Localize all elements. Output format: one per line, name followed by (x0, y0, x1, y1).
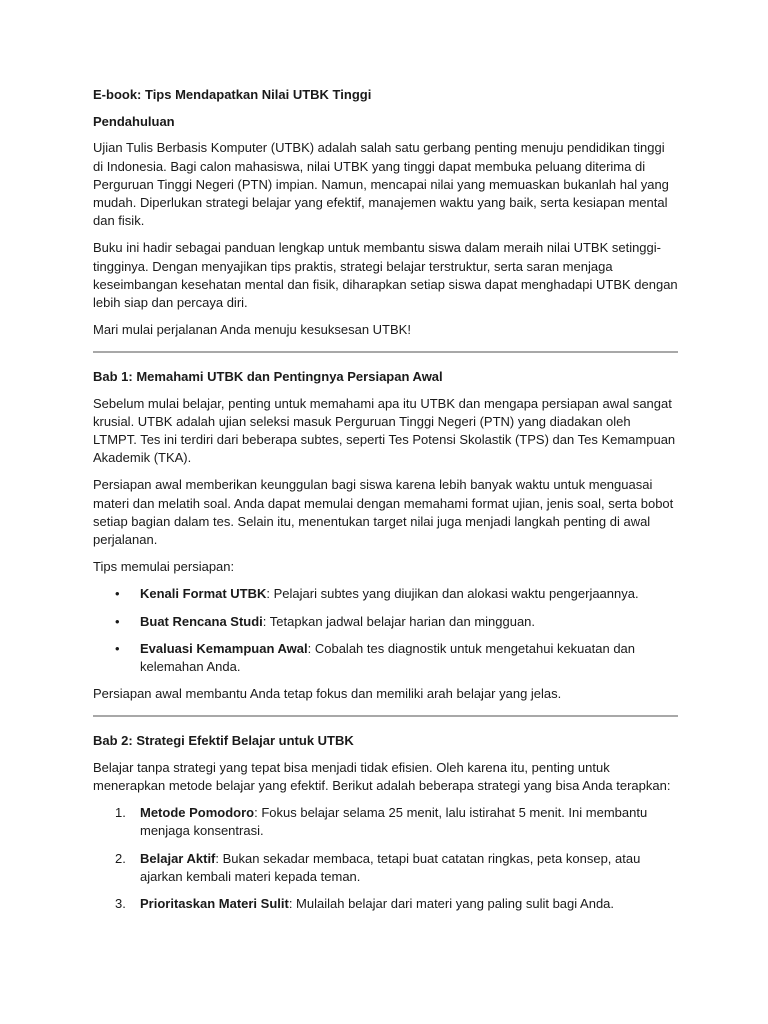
list-item-text: : Fokus belajar selama 25 menit, lalu istirahat 5 menit. Ini membantu menjaga konsentrasi. (140, 805, 648, 839)
list-item-text: : Pelajari subtes yang diujikan dan alokasi waktu pengerjaannya. (266, 586, 639, 602)
bab1-paragraph: Sebelum mulai belajar, penting untuk memahami apa itu UTBK dan mengapa persiapan awal sangat krusial. UTBK adalah ujian seleksi masuk Perguruan Tinggi Negeri (PTN) yang diadakan oleh LTMPT. Tes ini terdiri dari beberapa subtes, seperti Tes Potensi Skolastik (TPS) dan Tes Kemampuan Akademik (TKA). (93, 395, 676, 466)
list-item (93, 804, 678, 840)
intro-paragraph: Ujian Tulis Berbasis Komputer (UTBK) adalah salah satu gerbang penting menuju pendidikan tinggi di Indonesia. Bagi calon mahasiswa, nilai UTBK yang tinggi dapat membuka peluang diterima di Perguruan Tinggi Negeri (PTN) impian. Namun, mencapai nilai yang memuaskan bukanlah hal yang mudah. Diperlukan strategi belajar yang efektif, manajemen waktu yang baik, serta kesiapan mental dan fisik. (93, 140, 669, 229)
list-item-term: Buat Rencana Studi (140, 613, 263, 629)
list-item-text: : Bukan sekadar membaca, tetapi buat catatan ringkas, peta konsep, atau ajarkan kembali materi kepada teman. (140, 850, 641, 884)
bab2-heading: Bab 2: Strategi Efektif Belajar untuk UTBK (93, 733, 354, 749)
bab2-paragraph: Belajar tanpa strategi yang tepat bisa menjadi tidak efisien. Oleh karena itu, penting untuk menerapkan metode belajar yang efektif. Berikut adalah beberapa strategi yang bisa Anda terapkan: (93, 759, 671, 793)
section-divider (93, 351, 678, 353)
bab1-tips-intro: Tips memulai persiapan: (93, 559, 235, 575)
bab1-closing: Persiapan awal membantu Anda tetap fokus dan memiliki arah belajar yang jelas. (93, 686, 562, 702)
document-title: E-book: Tips Mendapatkan Nilai UTBK Tinggi (93, 87, 372, 102)
list-number: 2. (115, 850, 126, 866)
list-item (93, 850, 678, 886)
intro-heading: Pendahuluan (93, 114, 175, 130)
intro-paragraph: Mari mulai perjalanan Anda menuju kesuksesan UTBK! (93, 322, 411, 338)
list-item (93, 585, 678, 603)
bab1-tips-list (93, 585, 678, 676)
list-item-term: Belajar Aktif (140, 850, 216, 866)
bab2-strategy-list (93, 804, 678, 913)
list-item (93, 895, 678, 913)
list-item-term: Metode Pomodoro (140, 805, 255, 821)
list-item-text: : Tetapkan jadwal belajar harian dan mingguan. (262, 613, 536, 629)
list-number: 3. (115, 895, 126, 911)
bullet-marker: • (115, 586, 120, 602)
list-item-term: Prioritaskan Materi Sulit (140, 895, 289, 911)
intro-paragraph: Buku ini hadir sebagai panduan lengkap untuk membantu siswa dalam meraih nilai UTBK setinggi-tingginya. Dengan menyajikan tips praktis, strategi belajar terstruktur, serta saran menjaga keseimbangan kesehatan mental dan fisik, diharapkan setiap siswa dapat menghadapi UTBK dengan lebih siap dan percaya diri. (93, 240, 678, 311)
list-item-text: : Cobalah tes diagnostik untuk mengetahui kekuatan dan kelemahan Anda. (140, 640, 636, 675)
list-item-text: : Mulailah belajar dari materi yang paling sulit bagi Anda. (288, 895, 615, 911)
list-item-term: Evaluasi Kemampuan Awal (140, 640, 308, 656)
bullet-marker: • (115, 613, 120, 629)
bab1-paragraph: Persiapan awal memberikan keunggulan bagi siswa karena lebih banyak waktu untuk menguasai materi dan melatih soal. Anda dapat memulai dengan memahami format ujian, jenis soal, serta bobot setiap bagian dalam tes. Selain itu, menentukan target nilai juga menjadi langkah penting di awal perjalanan. (93, 477, 674, 548)
list-item (93, 640, 678, 676)
section-divider (93, 715, 678, 717)
list-item (93, 613, 678, 631)
bab1-heading: Bab 1: Memahami UTBK dan Pentingnya Persiapan Awal (93, 369, 443, 385)
document-body (93, 86, 678, 922)
list-number: 1. (115, 805, 126, 821)
bullet-marker: • (115, 640, 120, 656)
list-item-term: Kenali Format UTBK (140, 586, 267, 602)
